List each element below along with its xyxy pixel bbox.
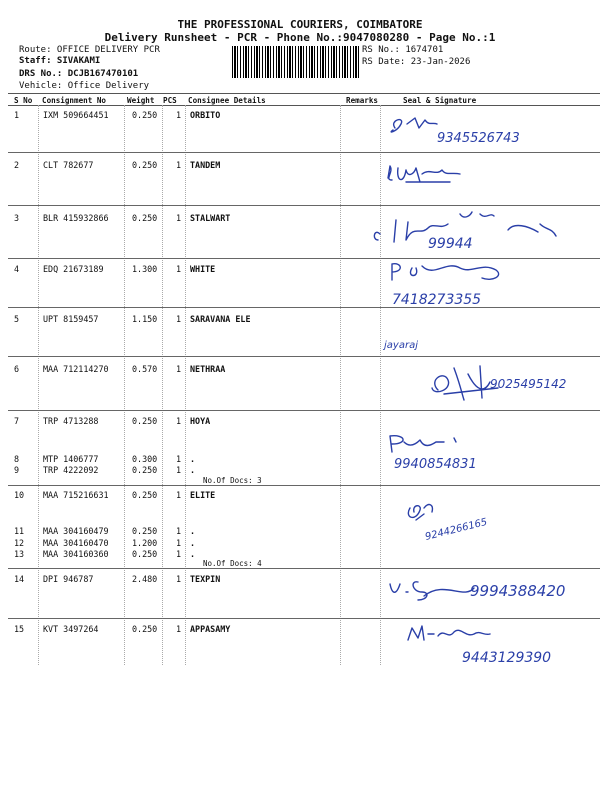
rs-number: RS No.: 1674701 — [362, 45, 444, 55]
row-pcs: 1 — [176, 160, 182, 170]
row-pcs: 1 — [176, 314, 182, 324]
row-consignment-no: MAA 715216631 — [43, 490, 109, 500]
row-weight: 0.570 — [132, 364, 158, 374]
rs-date: RS Date: 23-Jan-2026 — [362, 57, 471, 67]
row-consignment-no: EDQ 21673189 — [43, 264, 104, 274]
col-divider — [340, 105, 341, 665]
row-pcs: 1 — [176, 364, 182, 374]
row-consignee: . — [190, 538, 196, 548]
col-sno: S No — [14, 96, 33, 105]
row-pcs: 1 — [176, 264, 182, 274]
row-sno: 4 — [14, 264, 20, 274]
col-divider — [162, 105, 163, 665]
svg-text:9940854831: 9940854831 — [394, 457, 477, 472]
header-top-rule — [8, 93, 600, 94]
row-sno: 13 — [14, 549, 25, 559]
header-bottom-rule — [8, 105, 600, 106]
signature-3 — [368, 200, 568, 260]
row-weight: 0.250 — [132, 624, 158, 634]
row-sno: 7 — [14, 416, 20, 426]
row-consignment-no: IXM 509664451 — [43, 110, 109, 120]
row-sno: 5 — [14, 314, 20, 324]
staff-label: Staff: SIVAKAMI — [19, 56, 101, 66]
col-remarks: Remarks — [346, 96, 379, 105]
row-consignment-no: TRP 4222092 — [43, 465, 99, 475]
row-pcs: 1 — [176, 465, 182, 475]
row-consignee: APPASAMY — [190, 624, 231, 634]
svg-text:9994388420: 9994388420 — [470, 582, 566, 600]
row-consignee: TEXPIN — [190, 574, 221, 584]
signature-6 — [424, 360, 600, 410]
row-sno: 14 — [14, 574, 25, 584]
signature-2 — [380, 158, 480, 198]
docs-note: No.Of Docs: 3 — [203, 476, 262, 485]
row-consignment-no: MAA 712114270 — [43, 364, 109, 374]
row-consignee: . — [190, 526, 196, 536]
row-weight: 1.150 — [132, 314, 158, 324]
svg-text:9443129390: 9443129390 — [462, 650, 552, 666]
row-consignee: . — [190, 549, 196, 559]
route-label: Route: OFFICE DELIVERY PCR — [19, 45, 160, 55]
row-pcs: 1 — [176, 526, 182, 536]
row-weight: 0.250 — [132, 416, 158, 426]
row-weight: 1.200 — [132, 538, 158, 548]
row-weight: 0.250 — [132, 110, 158, 120]
company-name: THE PROFESSIONAL COURIERS, COIMBATORE — [177, 18, 423, 31]
col-consignment: Consignment No — [42, 96, 107, 105]
row-weight: 0.250 — [132, 213, 158, 223]
col-divider — [38, 105, 39, 665]
row-separator — [8, 152, 600, 153]
signature-5 — [382, 330, 462, 356]
row-consignment-no: BLR 415932866 — [43, 213, 109, 223]
signature-10 — [402, 496, 542, 548]
row-sno: 9 — [14, 465, 20, 475]
row-sno: 8 — [14, 454, 20, 464]
svg-text:9345526743: 9345526743 — [437, 131, 520, 146]
row-consignment-no: KVT 3497264 — [43, 624, 99, 634]
docs-note: No.Of Docs: 4 — [203, 559, 262, 568]
row-separator — [8, 618, 600, 619]
runsheet-title: Delivery Runsheet - PCR - Phone No.:9047080280 - Page No.:1 — [104, 31, 496, 44]
row-pcs: 1 — [176, 213, 182, 223]
row-sno: 1 — [14, 110, 20, 120]
row-pcs: 1 — [176, 624, 182, 634]
col-seal: Seal & Signature — [403, 96, 477, 105]
col-divider — [124, 105, 125, 665]
row-consignee: TANDEM — [190, 160, 221, 170]
barcode — [232, 46, 360, 78]
signature-4 — [386, 258, 546, 313]
signature-14 — [384, 570, 594, 614]
row-separator — [8, 356, 600, 357]
row-separator — [8, 410, 600, 411]
row-consignee: SARAVANA ELE — [190, 314, 251, 324]
row-pcs: 1 — [176, 454, 182, 464]
row-pcs: 1 — [176, 574, 182, 584]
row-consignment-no: DPI 946787 — [43, 574, 94, 584]
svg-text:9244266165: 9244266165 — [424, 516, 489, 543]
svg-text:99944: 99944 — [428, 236, 473, 252]
row-pcs: 1 — [176, 549, 182, 559]
row-consignment-no: MAA 304160360 — [43, 549, 109, 559]
row-sno: 10 — [14, 490, 25, 500]
row-weight: 0.300 — [132, 454, 158, 464]
row-weight: 0.250 — [132, 465, 158, 475]
row-weight: 2.480 — [132, 574, 158, 584]
row-consignee: HOYA — [190, 416, 211, 426]
signature-1 — [385, 110, 565, 150]
row-consignment-no: MAA 304160470 — [43, 538, 109, 548]
row-sno: 11 — [14, 526, 25, 536]
drs-number: DRS No.: DCJB167470101 — [19, 69, 139, 79]
row-sno: 15 — [14, 624, 25, 634]
col-divider — [185, 105, 186, 665]
row-pcs: 1 — [176, 416, 182, 426]
row-separator — [8, 485, 600, 486]
row-weight: 0.250 — [132, 526, 158, 536]
row-consignee: . — [190, 465, 196, 475]
row-weight: 1.300 — [132, 264, 158, 274]
row-consignee: WHITE — [190, 264, 216, 274]
row-pcs: 1 — [176, 538, 182, 548]
row-sno: 2 — [14, 160, 20, 170]
col-consignee: Consignee Details — [188, 96, 266, 105]
svg-text:9025495142: 9025495142 — [490, 377, 567, 391]
row-consignment-no: MTP 1406777 — [43, 454, 99, 464]
row-consignment-no: TRP 4713288 — [43, 416, 99, 426]
signature-15 — [404, 620, 594, 670]
signature-7 — [384, 428, 544, 474]
row-weight: 0.250 — [132, 549, 158, 559]
row-consignee: ELITE — [190, 490, 216, 500]
row-consignment-no: UPT 8159457 — [43, 314, 99, 324]
row-weight: 0.250 — [132, 490, 158, 500]
svg-text:7418273355: 7418273355 — [392, 292, 482, 308]
row-separator — [8, 568, 600, 569]
row-consignee: . — [190, 454, 196, 464]
row-consignee: ORBITO — [190, 110, 221, 120]
row-sno: 6 — [14, 364, 20, 374]
row-pcs: 1 — [176, 490, 182, 500]
vehicle-label: Vehicle: Office Delivery — [19, 81, 150, 91]
row-consignment-no: CLT 782677 — [43, 160, 94, 170]
row-weight: 0.250 — [132, 160, 158, 170]
col-weight: Weight — [127, 96, 155, 105]
row-sno: 3 — [14, 213, 20, 223]
row-consignment-no: MAA 304160479 — [43, 526, 109, 536]
row-pcs: 1 — [176, 110, 182, 120]
row-consignee: NETHRAA — [190, 364, 226, 374]
row-sno: 12 — [14, 538, 25, 548]
svg-text:jayaraj: jayaraj — [384, 340, 418, 351]
col-pcs: PCS — [163, 96, 177, 105]
row-consignee: STALWART — [190, 213, 231, 223]
